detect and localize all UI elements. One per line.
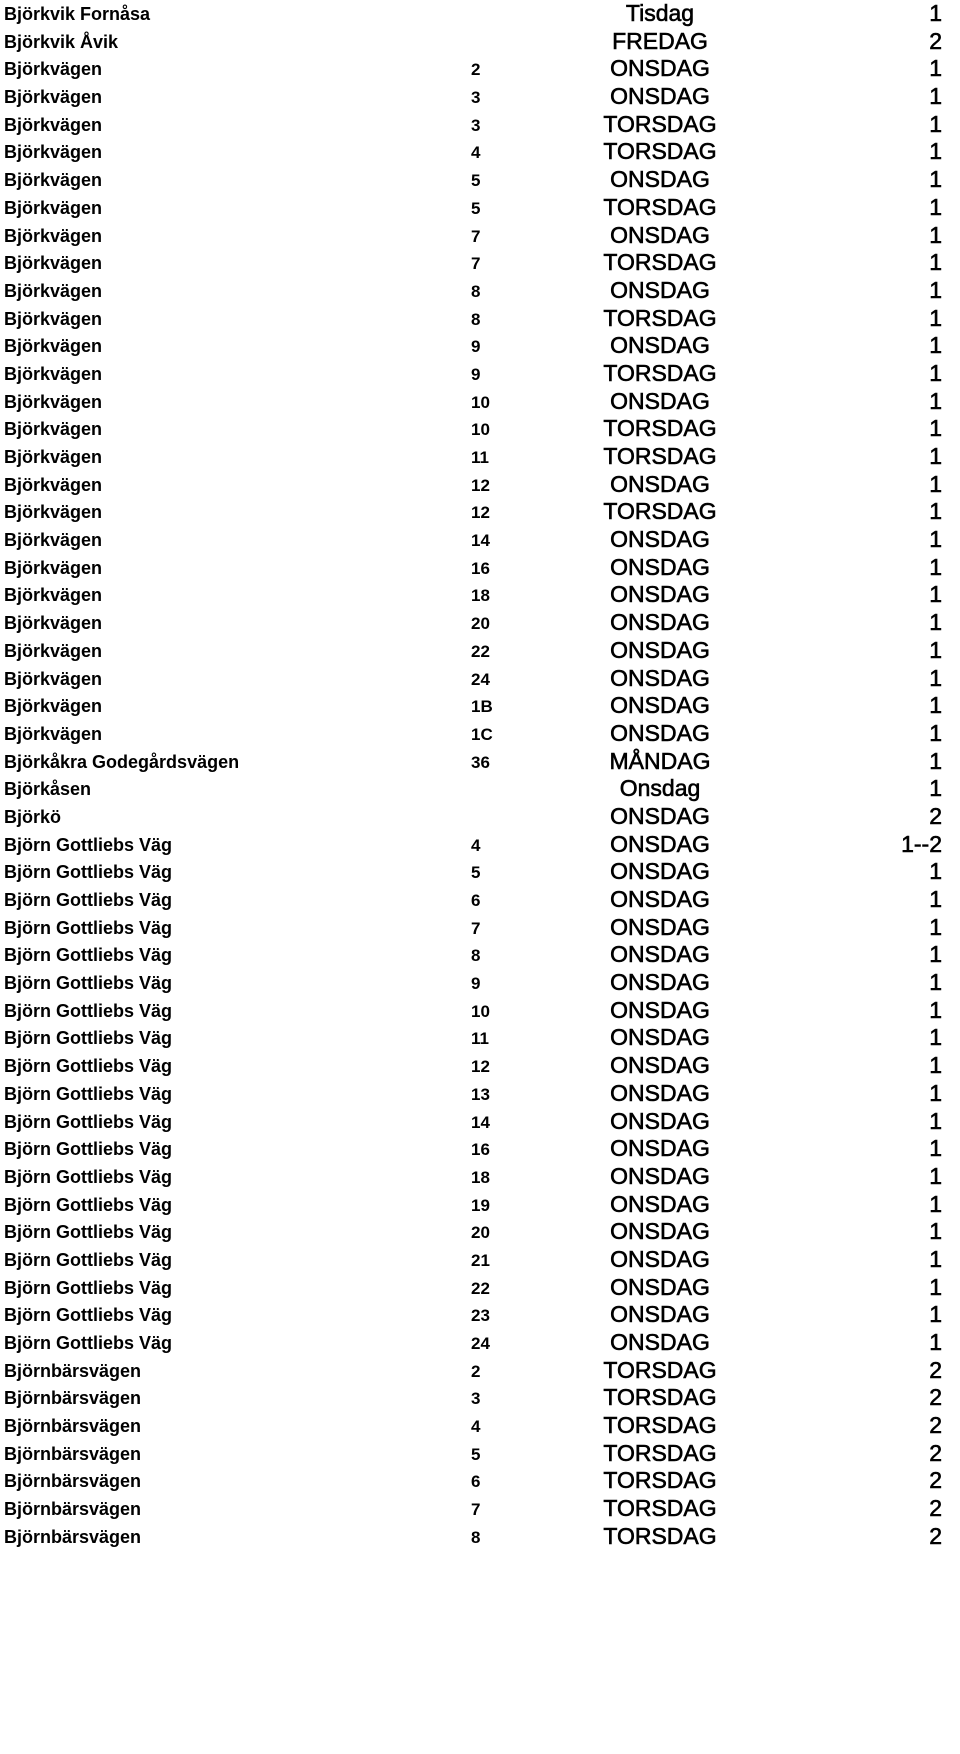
street-cell: Björn Gottliebs Väg bbox=[4, 1194, 173, 1215]
week-cell: 1 bbox=[929, 1162, 942, 1189]
week-cell: 1 bbox=[929, 166, 942, 193]
collection-day-cell: ONSDAG bbox=[610, 166, 710, 193]
table-row bbox=[0, 1024, 960, 1052]
table-row bbox=[0, 886, 960, 914]
collection-day-cell: ONSDAG bbox=[610, 1329, 710, 1355]
street-cell: Björn Gottliebs Väg bbox=[4, 917, 173, 938]
collection-day-cell: ONSDAG bbox=[610, 1162, 710, 1189]
week-cell: 1 bbox=[929, 498, 942, 525]
week-cell: 1 bbox=[929, 1190, 942, 1217]
table-row bbox=[0, 1274, 960, 1302]
table-row bbox=[0, 1191, 960, 1219]
week-cell: 1 bbox=[929, 526, 942, 553]
table-row bbox=[0, 1384, 960, 1412]
table-row bbox=[0, 692, 960, 720]
collection-day-cell: ONSDAG bbox=[610, 858, 710, 885]
week-cell: 1 bbox=[929, 470, 942, 497]
table-row bbox=[0, 775, 960, 803]
week-cell: 2 bbox=[929, 1467, 942, 1494]
week-cell: 1 bbox=[929, 359, 942, 386]
street-cell: Björkvägen bbox=[4, 114, 103, 135]
collection-day-cell: TORSDAG bbox=[603, 110, 717, 137]
collection-day-cell: ONSDAG bbox=[610, 941, 710, 968]
street-cell: Björkvägen bbox=[4, 391, 103, 412]
collection-day-cell: ONSDAG bbox=[610, 913, 710, 940]
house-number-cell: 8 bbox=[471, 946, 481, 966]
table-row bbox=[0, 0, 960, 28]
street-cell: Björkvägen bbox=[4, 613, 103, 634]
week-cell: 1 bbox=[929, 387, 942, 414]
week-cell: 2 bbox=[929, 1439, 942, 1466]
week-cell: 1 bbox=[929, 276, 942, 303]
collection-day-cell: TORSDAG bbox=[603, 1439, 717, 1466]
house-number-cell: 10 bbox=[471, 392, 490, 412]
week-cell: 1 bbox=[929, 969, 942, 996]
table-row bbox=[0, 581, 960, 609]
street-cell: Björnbärsvägen bbox=[4, 1416, 142, 1437]
street-cell: Björn Gottliebs Väg bbox=[4, 1222, 173, 1243]
house-number-cell: 3 bbox=[471, 115, 481, 135]
street-cell: Björnbärsvägen bbox=[4, 1443, 142, 1464]
street-cell: Björn Gottliebs Väg bbox=[4, 1028, 173, 1049]
week-cell: 1 bbox=[929, 110, 942, 137]
collection-day-cell: ONSDAG bbox=[610, 636, 710, 663]
table-row bbox=[0, 1329, 960, 1357]
collection-day-cell: TORSDAG bbox=[603, 1356, 717, 1383]
collection-day-cell: ONSDAG bbox=[610, 1135, 710, 1162]
week-cell: 1--2 bbox=[901, 830, 942, 857]
table-row bbox=[0, 914, 960, 942]
house-number-cell: 21 bbox=[471, 1250, 490, 1270]
week-cell: 1 bbox=[929, 747, 942, 774]
week-cell: 1 bbox=[929, 332, 942, 359]
house-number-cell: 16 bbox=[471, 558, 490, 578]
collection-day-cell: Tisdag bbox=[625, 0, 695, 26]
street-cell: Björkvägen bbox=[4, 585, 103, 606]
house-number-cell: 19 bbox=[471, 1195, 490, 1215]
street-cell: Björkåsen bbox=[4, 779, 92, 800]
table-row bbox=[0, 941, 960, 969]
week-cell: 2 bbox=[929, 1495, 942, 1522]
table-row bbox=[0, 28, 960, 56]
house-number-cell: 18 bbox=[471, 586, 490, 606]
house-number-cell: 14 bbox=[471, 1112, 490, 1132]
table-row bbox=[0, 720, 960, 748]
house-number-cell: 5 bbox=[471, 1444, 481, 1464]
collection-day-cell: TORSDAG bbox=[603, 304, 717, 331]
street-cell: Björkvägen bbox=[4, 197, 103, 218]
house-number-cell: 3 bbox=[471, 88, 481, 108]
house-number-cell: 5 bbox=[471, 863, 481, 883]
table-row bbox=[0, 415, 960, 443]
collection-day-cell: ONSDAG bbox=[610, 886, 710, 912]
house-number-cell: 8 bbox=[471, 309, 481, 329]
table-row bbox=[0, 443, 960, 471]
collection-day-cell: ONSDAG bbox=[610, 664, 710, 691]
collection-day-cell: TORSDAG bbox=[603, 1495, 717, 1522]
table-row bbox=[0, 609, 960, 637]
house-number-cell: 7 bbox=[471, 254, 481, 274]
table-row bbox=[0, 1246, 960, 1274]
house-number-cell: 5 bbox=[471, 198, 481, 218]
week-cell: 1 bbox=[929, 775, 942, 802]
street-cell: Björn Gottliebs Väg bbox=[4, 1305, 173, 1326]
house-number-cell: 20 bbox=[471, 1223, 490, 1243]
week-cell: 2 bbox=[929, 1522, 942, 1549]
house-number-cell: 13 bbox=[471, 1084, 490, 1104]
week-cell: 1 bbox=[929, 858, 942, 885]
collection-day-cell: MÅNDAG bbox=[609, 747, 711, 774]
table-row bbox=[0, 1357, 960, 1385]
house-number-cell: 7 bbox=[471, 1500, 481, 1520]
house-number-cell: 20 bbox=[471, 614, 490, 634]
collection-day-cell: ONSDAG bbox=[610, 470, 710, 497]
collection-day-cell: ONSDAG bbox=[610, 609, 710, 636]
week-cell: 2 bbox=[929, 1356, 942, 1383]
street-cell: Björkvägen bbox=[4, 530, 103, 551]
street-cell: Björkvägen bbox=[4, 142, 103, 163]
street-cell: Björkvägen bbox=[4, 696, 103, 717]
collection-day-cell: ONSDAG bbox=[610, 802, 710, 829]
house-number-cell: 7 bbox=[471, 226, 481, 246]
table-row bbox=[0, 1440, 960, 1468]
table-row bbox=[0, 138, 960, 166]
street-cell: Björn Gottliebs Väg bbox=[4, 973, 173, 994]
house-number-cell: 23 bbox=[471, 1306, 490, 1326]
collection-day-cell: ONSDAG bbox=[610, 1079, 710, 1106]
house-number-cell: 6 bbox=[471, 891, 481, 910]
week-cell: 1 bbox=[929, 719, 942, 746]
table-row bbox=[0, 831, 960, 859]
street-cell: Björn Gottliebs Väg bbox=[4, 1056, 173, 1077]
collection-day-cell: TORSDAG bbox=[603, 249, 717, 276]
week-cell: 1 bbox=[929, 249, 942, 276]
table-row bbox=[0, 498, 960, 526]
collection-day-cell: ONSDAG bbox=[610, 969, 710, 996]
week-cell: 1 bbox=[929, 221, 942, 248]
week-cell: 1 bbox=[929, 304, 942, 331]
table-row bbox=[0, 111, 960, 139]
street-cell: Björkvägen bbox=[4, 447, 103, 467]
street-cell: Björnbärsvägen bbox=[4, 1388, 142, 1409]
table-row bbox=[0, 637, 960, 665]
table-row bbox=[0, 969, 960, 997]
street-cell: Björkvägen bbox=[4, 308, 103, 329]
table-row bbox=[0, 1163, 960, 1191]
collection-day-cell: TORSDAG bbox=[603, 415, 717, 442]
street-cell: Björkvägen bbox=[4, 87, 103, 108]
table-row bbox=[0, 55, 960, 83]
table-row bbox=[0, 249, 960, 277]
house-number-cell: 8 bbox=[471, 281, 481, 301]
collection-day-cell: TORSDAG bbox=[603, 193, 717, 220]
table-row bbox=[0, 471, 960, 499]
house-number-cell: 12 bbox=[471, 1057, 490, 1077]
table-row bbox=[0, 526, 960, 554]
table-row bbox=[0, 388, 960, 416]
street-cell: Björkvägen bbox=[4, 59, 103, 80]
street-cell: Björn Gottliebs Väg bbox=[4, 1000, 173, 1021]
street-cell: Björkvägen bbox=[4, 668, 103, 689]
collection-day-cell: ONSDAG bbox=[610, 692, 710, 719]
street-cell: Björkvägen bbox=[4, 474, 103, 495]
week-cell: 1 bbox=[929, 193, 942, 220]
collection-day-cell: ONSDAG bbox=[610, 996, 710, 1023]
week-cell: 2 bbox=[929, 802, 942, 829]
week-cell: 2 bbox=[929, 27, 942, 54]
week-cell: 1 bbox=[929, 415, 942, 442]
collection-day-cell: ONSDAG bbox=[610, 276, 710, 303]
street-cell: Björn Gottliebs Väg bbox=[4, 1111, 173, 1132]
house-number-cell: 5 bbox=[471, 171, 481, 191]
collection-day-cell: TORSDAG bbox=[603, 1522, 717, 1549]
table-row bbox=[0, 803, 960, 831]
table-row bbox=[0, 1080, 960, 1108]
house-number-cell: 14 bbox=[471, 531, 490, 551]
table-row bbox=[0, 222, 960, 250]
table-row bbox=[0, 1052, 960, 1080]
street-cell: Björn Gottliebs Väg bbox=[4, 1139, 173, 1160]
street-cell: Björkvägen bbox=[4, 557, 103, 578]
house-number-cell: 3 bbox=[471, 1389, 481, 1409]
street-cell: Björn Gottliebs Väg bbox=[4, 834, 173, 855]
collection-day-cell: ONSDAG bbox=[610, 1024, 710, 1051]
week-cell: 1 bbox=[929, 1079, 942, 1106]
table-row bbox=[0, 1218, 960, 1246]
table-row bbox=[0, 554, 960, 582]
street-cell: Björkvägen bbox=[4, 640, 103, 661]
house-number-cell: 36 bbox=[471, 752, 490, 772]
house-number-cell: 12 bbox=[471, 503, 490, 523]
house-number-cell: 4 bbox=[471, 143, 481, 163]
collection-day-cell: TORSDAG bbox=[603, 138, 717, 165]
street-cell: Björkvik Åvik bbox=[4, 31, 119, 52]
street-cell: Björkvägen bbox=[4, 336, 103, 357]
street-cell: Björn Gottliebs Väg bbox=[4, 1249, 173, 1270]
collection-day-cell: FREDAG bbox=[612, 27, 708, 54]
collection-day-cell: ONSDAG bbox=[610, 553, 710, 580]
collection-day-cell: ONSDAG bbox=[610, 1190, 710, 1217]
house-number-cell: 9 bbox=[471, 337, 481, 357]
collection-day-cell: TORSDAG bbox=[603, 498, 717, 525]
table-row bbox=[0, 748, 960, 776]
house-number-cell: 8 bbox=[471, 1527, 481, 1547]
week-cell: 1 bbox=[929, 1329, 942, 1355]
table-row bbox=[0, 665, 960, 693]
week-cell: 1 bbox=[929, 138, 942, 165]
table-row bbox=[0, 1523, 960, 1551]
collection-day-cell: TORSDAG bbox=[603, 443, 717, 469]
week-cell: 1 bbox=[929, 1052, 942, 1079]
house-number-cell: 9 bbox=[471, 364, 481, 384]
collection-day-cell: ONSDAG bbox=[610, 581, 710, 608]
collection-day-cell: TORSDAG bbox=[603, 1412, 717, 1439]
house-number-cell: 18 bbox=[471, 1167, 490, 1187]
collection-day-cell: ONSDAG bbox=[610, 526, 710, 553]
street-cell: Björkvägen bbox=[4, 723, 103, 744]
street-cell: Björn Gottliebs Väg bbox=[4, 1333, 173, 1353]
week-cell: 1 bbox=[929, 1245, 942, 1272]
week-cell: 1 bbox=[929, 692, 942, 719]
street-cell: Björkvägen bbox=[4, 280, 103, 301]
collection-day-cell: ONSDAG bbox=[610, 719, 710, 746]
table-row bbox=[0, 1412, 960, 1440]
collection-day-cell: TORSDAG bbox=[603, 1384, 717, 1411]
table-row bbox=[0, 997, 960, 1025]
collection-day-cell: ONSDAG bbox=[610, 1052, 710, 1079]
street-cell: Björkvik Fornåsa bbox=[4, 4, 151, 24]
collection-day-cell: ONSDAG bbox=[610, 221, 710, 248]
collection-day-cell: ONSDAG bbox=[610, 1273, 710, 1300]
street-cell: Björn Gottliebs Väg bbox=[4, 945, 173, 966]
collection-day-cell: ONSDAG bbox=[610, 1218, 710, 1245]
street-cell: Björnbärsvägen bbox=[4, 1499, 142, 1520]
house-number-cell: 11 bbox=[471, 1029, 489, 1049]
street-cell: Björn Gottliebs Väg bbox=[4, 1277, 173, 1298]
house-number-cell: 24 bbox=[471, 669, 490, 689]
house-number-cell: 2 bbox=[471, 60, 481, 80]
week-cell: 1 bbox=[929, 1273, 942, 1300]
collection-day-cell: ONSDAG bbox=[610, 83, 710, 110]
house-number-cell: 4 bbox=[471, 835, 481, 855]
week-cell: 1 bbox=[929, 1135, 942, 1162]
week-cell: 1 bbox=[929, 886, 942, 912]
table-row bbox=[0, 1301, 960, 1329]
street-cell: Björkvägen bbox=[4, 419, 103, 440]
house-number-cell: 1C bbox=[471, 724, 493, 744]
week-cell: 1 bbox=[929, 1024, 942, 1051]
house-number-cell: 12 bbox=[471, 475, 490, 495]
week-cell: 1 bbox=[929, 913, 942, 940]
table-row bbox=[0, 1467, 960, 1495]
week-cell: 1 bbox=[929, 0, 942, 26]
house-number-cell: 11 bbox=[471, 448, 489, 467]
street-cell: Björkvägen bbox=[4, 502, 103, 523]
street-cell: Björn Gottliebs Väg bbox=[4, 1166, 173, 1187]
table-row bbox=[0, 305, 960, 333]
street-cell: Björkvägen bbox=[4, 253, 103, 274]
collection-day-cell: ONSDAG bbox=[610, 1301, 710, 1328]
table-row bbox=[0, 194, 960, 222]
house-number-cell: 2 bbox=[471, 1361, 481, 1381]
street-cell: Björkvägen bbox=[4, 170, 103, 191]
week-cell: 1 bbox=[929, 941, 942, 968]
table-row bbox=[0, 360, 960, 388]
house-number-cell: 9 bbox=[471, 974, 481, 994]
table-row bbox=[0, 1108, 960, 1136]
collection-day-cell: ONSDAG bbox=[610, 332, 710, 359]
house-number-cell: 6 bbox=[471, 1472, 481, 1492]
street-cell: Björn Gottliebs Väg bbox=[4, 862, 173, 883]
house-number-cell: 1B bbox=[471, 697, 493, 717]
house-number-cell: 4 bbox=[471, 1417, 481, 1437]
street-cell: Björkö bbox=[4, 806, 62, 827]
table-row bbox=[0, 332, 960, 360]
street-cell: Björnbärsvägen bbox=[4, 1471, 142, 1492]
table-row bbox=[0, 1495, 960, 1523]
week-cell: 1 bbox=[929, 1107, 942, 1134]
street-cell: Björn Gottliebs Väg bbox=[4, 890, 173, 910]
week-cell: 1 bbox=[929, 55, 942, 82]
table-row bbox=[0, 858, 960, 886]
street-cell: Björkvägen bbox=[4, 363, 103, 384]
table-row bbox=[0, 1135, 960, 1163]
street-cell: Björkvägen bbox=[4, 225, 103, 246]
week-cell: 1 bbox=[929, 996, 942, 1023]
house-number-cell: 22 bbox=[471, 1278, 490, 1298]
week-cell: 1 bbox=[929, 1301, 942, 1328]
collection-day-cell: ONSDAG bbox=[610, 55, 710, 82]
week-cell: 1 bbox=[929, 1218, 942, 1245]
house-number-cell: 7 bbox=[471, 918, 481, 938]
week-cell: 1 bbox=[929, 636, 942, 663]
week-cell: 1 bbox=[929, 553, 942, 580]
week-cell: 1 bbox=[929, 581, 942, 608]
collection-day-cell: TORSDAG bbox=[603, 1467, 717, 1494]
week-cell: 1 bbox=[929, 443, 942, 469]
house-number-cell: 16 bbox=[471, 1140, 490, 1160]
table-row bbox=[0, 166, 960, 194]
collection-day-cell: ONSDAG bbox=[610, 1245, 710, 1272]
week-cell: 1 bbox=[929, 664, 942, 691]
house-number-cell: 10 bbox=[471, 420, 490, 440]
house-number-cell: 10 bbox=[471, 1001, 490, 1021]
street-cell: Björn Gottliebs Väg bbox=[4, 1083, 173, 1104]
collection-day-cell: TORSDAG bbox=[603, 359, 717, 386]
week-cell: 2 bbox=[929, 1384, 942, 1411]
collection-day-cell: Onsdag bbox=[619, 775, 701, 802]
collection-day-cell: ONSDAG bbox=[610, 387, 710, 414]
collection-day-cell: ONSDAG bbox=[610, 1107, 710, 1134]
street-cell: Björnbärsvägen bbox=[4, 1360, 142, 1381]
house-number-cell: 22 bbox=[471, 641, 490, 661]
street-cell: Björkåkra Godegårdsvägen bbox=[4, 751, 240, 772]
table-row bbox=[0, 83, 960, 111]
week-cell: 2 bbox=[929, 1412, 942, 1439]
week-cell: 1 bbox=[929, 83, 942, 110]
street-cell: Björnbärsvägen bbox=[4, 1526, 142, 1547]
table-row bbox=[0, 277, 960, 305]
house-number-cell: 24 bbox=[471, 1334, 490, 1353]
week-cell: 1 bbox=[929, 609, 942, 636]
collection-day-cell: ONSDAG bbox=[610, 830, 710, 857]
